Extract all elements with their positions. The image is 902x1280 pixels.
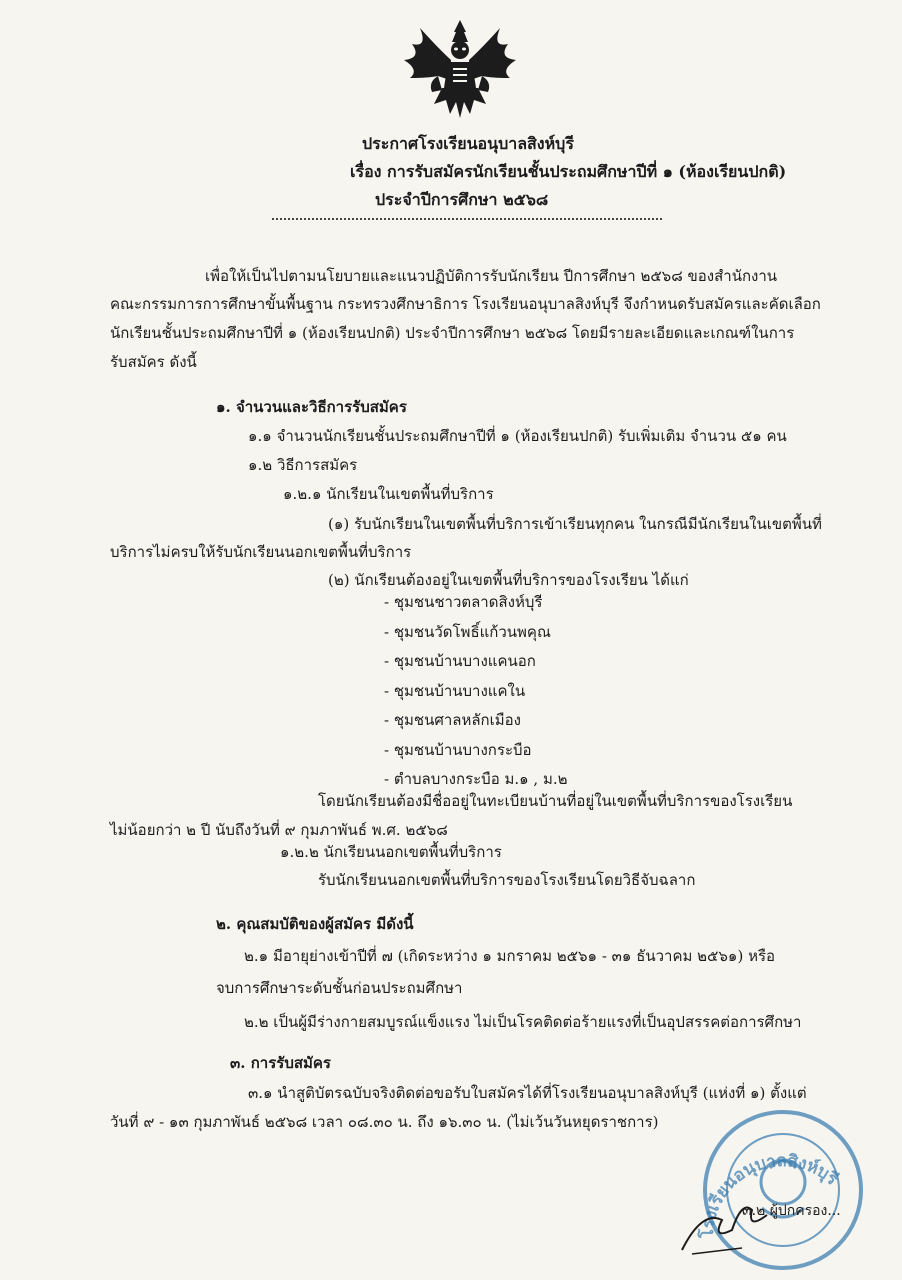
list-item: - ชุมชนบ้านบางแคนอก [384, 652, 536, 670]
section-1-title: ๑. จำนวนและวิธีการรับสมัคร [216, 398, 407, 416]
sub-item-2: (๒) นักเรียนต้องอยู่ในเขตพื้นที่บริการของโรงเรียน ได้แก่ [328, 571, 689, 589]
dotted-divider [272, 218, 662, 220]
intro-line-3: นักเรียนชั้นประถมศึกษาปีที่ ๑ (ห้องเรียนปกติ) ประจำปีการศึกษา ๒๕๖๘ โดยมีรายละเอียดและเกณฑ์ในการ [110, 324, 795, 342]
garuda-emblem-icon [398, 18, 522, 122]
list-item: - ชุมชนศาลหลักเมือง [384, 711, 521, 729]
item-1-2-1: ๑.๒.๑ นักเรียนในเขตพื้นที่บริการ [283, 485, 494, 503]
seal-text: โรงเรียนอนุบาลสิงห์บุรี [697, 1151, 842, 1239]
item-2-1-line-2: จบการศึกษาระดับชั้นก่อนประถมศึกษา [216, 979, 463, 997]
sub-item-1-line-2: บริการไม่ครบให้รับนักเรียนนอกเขตพื้นที่บริการ [110, 543, 412, 561]
continuation-note: ๓.๒ ผู้ปกครอง... [742, 1203, 841, 1219]
list-item: - ชุมชนบ้านบางแคใน [384, 681, 526, 700]
item-3-1-line-2: วันที่ ๙ - ๑๓ กุมภาพันธ์ ๒๕๖๘ เวลา ๐๘.๓๐ น. ถึง ๑๖.๓๐ น. (ไม่เว้นวันหยุดราชการ) [110, 1113, 659, 1131]
intro-line-4: รับสมัคร ดังนี้ [110, 353, 197, 371]
announcement-year: ประจำปีการศึกษา ๒๕๖๘ [375, 190, 549, 209]
sub-item-1-line-1: (๑) รับนักเรียนในเขตพื้นที่บริการเข้าเรียนทุกคน ในกรณีมีนักเรียนในเขตพื้นที่ [328, 515, 822, 533]
item-3-1-line-1: ๓.๑ นำสูติบัตรฉบับจริงติดต่อขอรับใบสมัครได้ที่โรงเรียนอนุบาลสิงห์บุรี (แห่งที่ ๑) ตั้งแต่ [248, 1084, 807, 1102]
residence-line-2: ไม่น้อยกว่า ๒ ปี นับถึงวันที่ ๙ กุมภาพันธ์ พ.ศ. ๒๕๖๘ [110, 821, 448, 839]
list-item: - ตำบลบางกระบือ ม.๑ , ม.๒ [384, 770, 568, 788]
outside-area-line: รับนักเรียนนอกเขตพื้นที่บริการของโรงเรียนโดยวิธีจับฉลาก [318, 871, 696, 889]
item-2-2: ๒.๒ เป็นผู้มีร่างกายสมบูรณ์แข็งแรง ไม่เป็นโรคติดต่อร้ายแรงที่เป็นอุปสรรคต่อการศึกษา [244, 1013, 802, 1031]
community-list [384, 592, 568, 799]
item-1-2-2: ๑.๒.๒ นักเรียนนอกเขตพื้นที่บริการ [280, 843, 502, 861]
residence-line-1: โดยนักเรียนต้องมีชื่ออยู่ในทะเบียนบ้านที่อยู่ในเขตพื้นที่บริการของโรงเรียน [318, 792, 793, 810]
announcement-title: ประกาศโรงเรียนอนุบาลสิงห์บุรี [362, 134, 574, 153]
announcement-subject: เรื่อง การรับสมัครนักเรียนชั้นประถมศึกษาปีที่ ๑ (ห้องเรียนปกติ) [350, 162, 787, 181]
intro-line-2: คณะกรรมการการศึกษาขั้นพื้นฐาน กระทรวงศึกษาธิการ โรงเรียนอนุบาลสิงห์บุรี จึงกำหนดรับสมัครและคัดเลือก [110, 295, 821, 313]
list-item: - ชุมชนชาวตลาดสิงห์บุรี [384, 593, 543, 611]
list-item: - ชุมชนวัดโพธิ์แก้วนพคุณ [384, 622, 551, 641]
intro-line-1: เพื่อให้เป็นไปตามนโยบายและแนวปฏิบัติการรับนักเรียน ปีการศึกษา ๒๕๖๘ ของสำนักงาน [205, 267, 778, 285]
section-3-title: ๓. การรับสมัคร [230, 1054, 331, 1072]
item-1-2: ๑.๒ วิธีการสมัคร [248, 456, 358, 474]
list-item: - ชุมชนบ้านบางกระบือ [384, 740, 532, 759]
item-1-1: ๑.๑ จำนวนนักเรียนชั้นประถมศึกษาปีที่ ๑ (ห้องเรียนปกติ) รับเพิ่มเติม จำนวน ๕๑ คน [248, 427, 787, 445]
section-2-title: ๒. คุณสมบัติของผู้สมัคร มีดังนี้ [216, 915, 414, 933]
item-2-1-line-1: ๒.๑ มีอายุย่างเข้าปีที่ ๗ (เกิดระหว่าง ๑ มกราคม ๒๕๖๑ - ๓๑ ธันวาคม ๒๕๖๑) หรือ [244, 947, 776, 965]
